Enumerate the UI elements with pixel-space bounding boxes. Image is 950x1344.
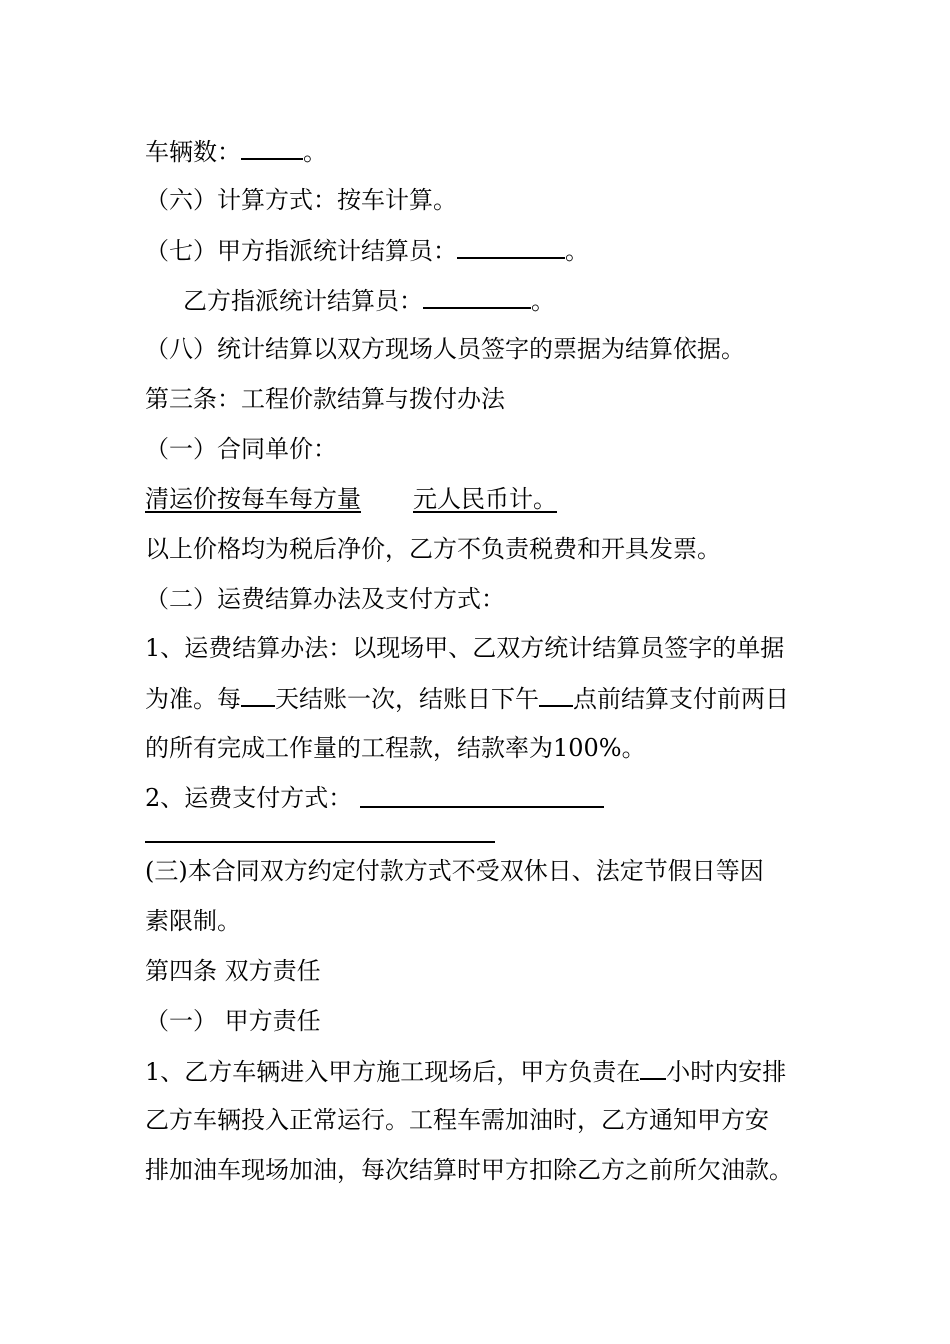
- vehicle-count-label: 车辆数：: [145, 138, 241, 166]
- article-three-heading: 第三条：工程价款结算与拨付办法: [145, 385, 505, 413]
- settlement-method-line-3: 的所有完成工作量的工程款，结款率为100%。: [145, 734, 646, 762]
- settlement-method-heading: （二）运费结算办法及支付方式：: [145, 585, 505, 613]
- party-a-clerk-line: （七）甲方指派统计结算员： 。: [145, 237, 589, 265]
- vehicle-count-blank: [241, 136, 303, 160]
- party-a-duty-1-line-3: 排加油车现场加油，每次结算时甲方扣除乙方之前所欠油款。: [145, 1156, 793, 1184]
- vehicle-count-line: 车辆数： 。: [145, 138, 327, 166]
- settlement-basis-line: （八）统计结算以双方现场人员签字的票据为结算依据。: [145, 335, 745, 363]
- party-b-clerk-line: 乙方指派统计结算员： 。: [183, 287, 555, 315]
- hour-blank: [539, 683, 573, 707]
- payment-terms-line-1: (三)本合同双方约定付款方式不受双休日、法定节假日等因: [145, 857, 764, 885]
- party-a-clerk-blank: [457, 235, 565, 259]
- hours-blank: [640, 1056, 666, 1080]
- payment-method-line: 2、运费支付方式：: [145, 784, 353, 812]
- payment-method-blank-line-2: [145, 841, 495, 843]
- settlement-method-line-2: 为准。每 天结账一次，结账日下午 点前结算支付前两日: [145, 685, 789, 713]
- unit-price-heading: （一）合同单价：: [145, 435, 337, 463]
- tax-note-line: 以上价格均为税后净价，乙方不负责税费和开具发票。: [145, 535, 721, 563]
- party-b-clerk-blank: [423, 285, 531, 309]
- settlement-method-line-1: 1、运费结算办法：以现场甲、乙双方统计结算员签字的单据: [145, 634, 785, 662]
- calculation-method-line: （六）计算方式：按车计算。: [145, 186, 457, 214]
- payment-terms-line-2: 素限制。: [145, 907, 241, 935]
- party-a-duty-1-line-1: 1、乙方车辆进入甲方施工现场后，甲方负责在 小时内安排: [145, 1058, 787, 1086]
- party-a-duty-1-line-2: 乙方车辆投入正常运行。工程车需加油时，乙方通知甲方安: [145, 1106, 769, 1134]
- days-blank: [241, 683, 275, 707]
- party-a-duties-heading: （一） 甲方责任: [145, 1007, 321, 1035]
- unit-price-line: 清运价按每车每方量 元人民币计。: [145, 485, 557, 513]
- payment-method-blank: [360, 806, 604, 808]
- article-four-heading: 第四条 双方责任: [145, 957, 321, 985]
